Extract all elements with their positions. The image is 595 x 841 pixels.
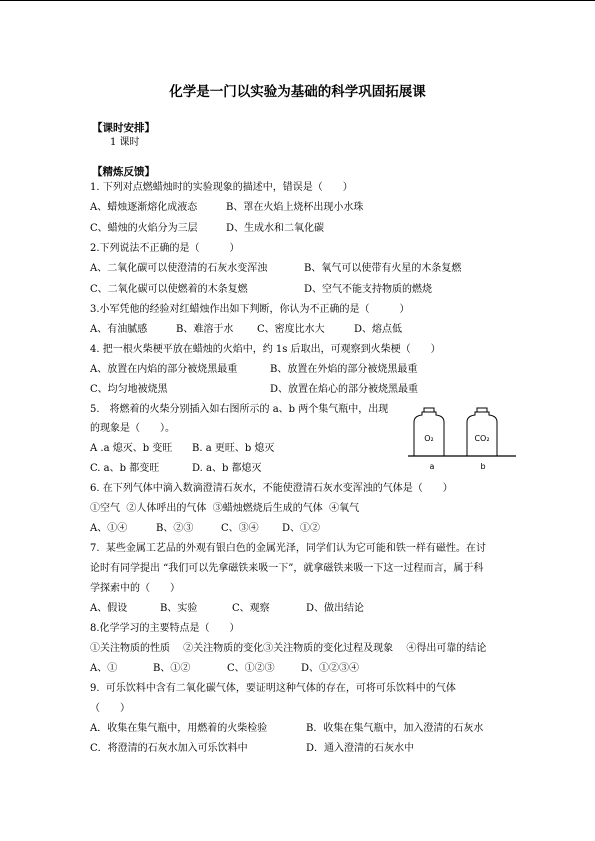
q2-option-b: B、氧气可以使带有火星的木条复燃 (304, 263, 462, 274)
schedule-value: 1 课时 (110, 137, 140, 148)
q5-option-b: B. a 更旺、b 熄灭 (192, 443, 275, 454)
q3-option-d: D、熔点低 (354, 324, 403, 335)
q5-option-c: C. a、b 都变旺 (90, 463, 160, 474)
q7-option-d: D、做出结论 (306, 603, 365, 614)
page-top-border (0, 0, 595, 1)
q3-option-b: B、难溶于水 (176, 324, 234, 335)
gas-jar-a-label: O₂ (424, 434, 434, 443)
gas-jar-b (467, 408, 497, 456)
q8-option-b: B、①② (153, 663, 191, 674)
q6-stem: 6. 在下列气体中滴入数滴澄清石灰水，不能使澄清石灰水变浑浊的气体是（ ） (90, 483, 453, 494)
q1-option-a: A、蜡烛逐渐熔化成液态 (90, 202, 198, 213)
q4-option-a: A、放置在内焰的部分被烧黑最重 (90, 364, 238, 375)
schedule-heading: 【课时安排】 (92, 122, 155, 134)
q4-option-b: B、放置在外焰的部分被烧黑最重 (270, 364, 418, 375)
q1-option-d: D、生成水和二氧化碳 (226, 223, 325, 234)
q7-option-a: A、假设 (90, 603, 128, 614)
page-title: 化学是一门以实验为基础的科学巩固拓展课 (169, 84, 426, 100)
q7-option-b: B、实验 (160, 603, 198, 614)
q8-option-a: A、① (90, 663, 118, 674)
q4-option-d: D、放置在焰心的部分被烧黑最重 (270, 384, 419, 395)
gas-jar-a-caption: a (429, 462, 435, 471)
q2-option-a: A、二氧化碳可以使澄清的石灰水变浑浊 (90, 263, 268, 274)
q6-items: ①空气 ②人体呼出的气体 ③蜡烛燃烧后生成的气体 ④氧气 (90, 503, 360, 514)
q7-line3: 学探索中的（ ） (90, 583, 180, 594)
q2-option-d: D、空气不能支持物质的燃烧 (304, 284, 433, 295)
q5-option-d: D. a、b 都熄灭 (192, 463, 262, 474)
q6-option-c: C、③④ (221, 523, 259, 534)
q9-option-a: A．收集在集气瓶中，用燃着的火柴检验 (90, 723, 268, 734)
gas-jars-figure (404, 406, 522, 472)
q7-option-c: C、观察 (232, 603, 270, 614)
q2-stem: 2.下列说法不正确的是（ ） (90, 243, 240, 254)
q5-stem-line1: 5. 将燃着的火柴分别插入如右图所示的 a、b 两个集气瓶中，出现 (90, 404, 389, 415)
q7-line1: 7. 某些金属工艺品的外观有银白色的金属光泽，同学们认为它可能和铁一样有磁性。在讨 (90, 543, 486, 554)
q5-option-a: A .a 熄灭、b 变旺 (90, 443, 173, 454)
q9-line1: 9. 可乐饮料中含有二氧化碳气体，要证明这种气体的存在，可将可乐饮料中的气体 (90, 683, 456, 694)
q8-stem: 8.化学学习的主要特点是（ ） (90, 623, 240, 634)
q1-option-c: C、蜡烛的火焰分为三层 (90, 223, 198, 234)
q9-option-c: C．将澄清的石灰水加入可乐饮料中 (90, 743, 248, 754)
gas-jar-a (414, 408, 444, 456)
q2-option-c: C、二氧化碳可以使燃着的木条复燃 (90, 284, 248, 295)
gas-jar-b-caption: b (480, 462, 486, 471)
q1-option-b: B、罩在火焰上烧杯出现小水珠 (226, 202, 364, 213)
q1-stem: 1. 下列对点燃蜡烛时的实验现象的描述中，错误是（ ） (90, 182, 353, 193)
q3-option-a: A、有油腻感 (90, 324, 148, 335)
q9-option-b: B．收集在集气瓶中，加入澄清的石灰水 (306, 723, 484, 734)
q8-items: ①关注物质的性质 ②关注物质的变化③关注物质的变化过程及现象 ④得出可靠的结论 (90, 643, 487, 654)
q9-line2: （ ） (90, 703, 130, 714)
practice-heading: 【精炼反馈】 (92, 166, 155, 178)
q8-option-c: C、①②③ (227, 663, 275, 674)
q9-option-d: D．通入澄清的石灰水中 (306, 743, 415, 754)
q5-stem-line2: 的现象是（ ）。 (90, 423, 175, 434)
q8-option-d: D、①②③④ (301, 663, 360, 674)
q3-stem: 3.小军凭他的经验对红蜡烛作出如下判断，你认为不正确的是（ ） (90, 304, 410, 315)
q4-stem: 4. 把一根火柴梗平放在蜡烛的火焰中，约 1s 后取出，可观察到火柴梗（ ） (90, 344, 441, 355)
gas-jar-b-label: CO₂ (474, 434, 490, 443)
q6-option-d: D、①② (282, 523, 321, 534)
q7-line2: 论时有同学提出 “我们可以先拿磁铁来吸一下”，就拿磁铁来吸一下这一过程而言，属于科 (90, 563, 484, 574)
q6-option-b: B、②③ (156, 523, 194, 534)
q4-option-c: C、均匀地被烧黑 (90, 384, 168, 395)
q6-option-a: A、①④ (90, 523, 128, 534)
q3-option-c: C、密度比水大 (257, 324, 325, 335)
